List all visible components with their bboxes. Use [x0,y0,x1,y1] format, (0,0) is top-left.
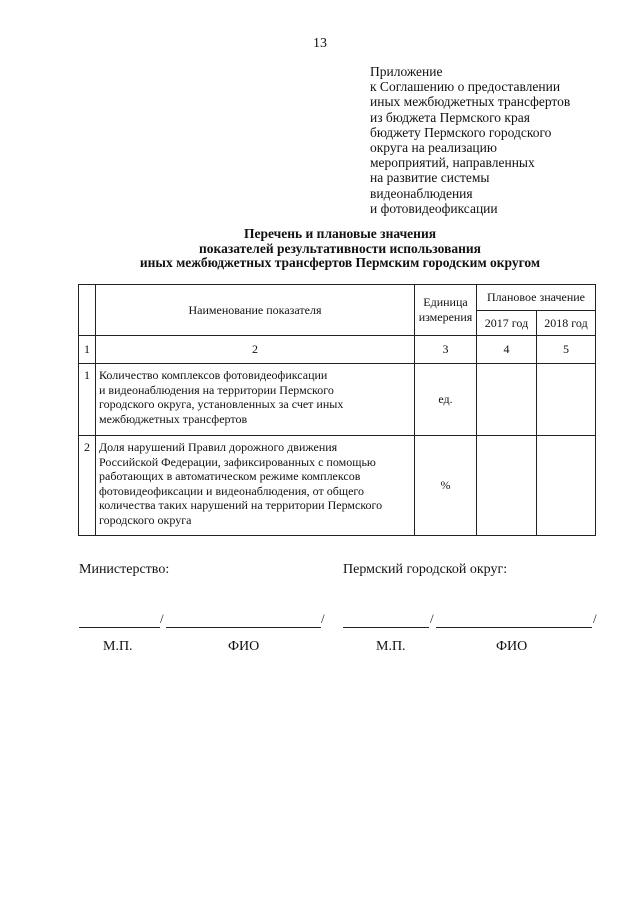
value-2017 [477,436,537,536]
indicator-name-line: городского округа, установленных за счет иных [99,397,344,411]
appendix-line: видеонаблюдения [370,185,473,201]
indicator-name-line: межбюджетных трансфертов [99,411,248,426]
document-title [0,227,640,271]
signature-slash: / [593,611,597,626]
okrug-fio-line [436,627,592,628]
indicator-name-line: работающих в автоматическом режиме комплексов [99,469,361,483]
table-row [79,436,596,536]
appendix-line: иных межбюджетных трансфертов [370,94,571,110]
appendix-line: бюджету Пермского городского [370,124,552,140]
title-line: Перечень и плановые значения [243,226,437,241]
indicator-name [96,436,415,536]
ministry-label: Министерство: [79,562,170,577]
header-unit-line: Единица [423,295,468,309]
okrug-stamp-line [343,627,429,628]
ministry-stamp-line [79,627,160,628]
header-year-2017: 2017 год [477,311,537,336]
appendix-line: к Соглашению о предоставлении [370,79,561,95]
column-number: 1 [79,336,96,364]
appendix-line: на развитие системы [370,170,490,186]
page-number: 13 [313,36,327,51]
table-row [79,364,596,436]
column-number: 3 [415,336,477,364]
signature-slash: / [430,611,434,626]
value-2017 [477,364,537,436]
title-line: иных межбюджетных трансфертов Пермским городским округом [139,255,541,270]
indicator-name-line: Количество комплексов фотовидеофиксации [99,368,328,382]
okrug-fio-label: ФИО [496,639,528,654]
signature-slash: / [160,611,164,626]
ministry-fio-line [166,627,321,628]
signature-slash: / [321,611,325,626]
unit-value: ед. [415,364,477,436]
okrug-stamp-label: М.П. [376,639,406,654]
header-number-cell [79,285,96,336]
header-unit [415,285,477,336]
indicator-name [96,364,415,436]
okrug-label: Пермский городской округ: [343,562,508,577]
value-2018 [537,436,596,536]
header-indicator-name: Наименование показателя [96,285,415,336]
ministry-fio-label: ФИО [228,639,260,654]
indicator-name-line: фотовидеофиксации и видеонаблюдения, от общего [99,483,365,498]
header-row [79,285,596,311]
title-line: показателей результативности использования [199,240,481,256]
column-number: 4 [477,336,537,364]
indicator-name-line: и видеонаблюдения на территории Пермского [99,382,334,397]
header-unit-line: измерения [418,310,473,324]
column-number: 2 [96,336,415,364]
appendix-line: из бюджета Пермского края [370,109,530,125]
appendix-line: Приложение [370,64,443,79]
appendix-line: и фотовидеофиксации [370,200,498,216]
indicators-table [78,284,596,536]
header-planned-value: Плановое значение [477,285,596,311]
indicator-name-line: городского округа [99,512,192,527]
indicator-name-line: Доля нарушений Правил дорожного движения [99,440,338,454]
appendix-note [370,64,570,216]
indicator-name-line: Российской Федерации, зафиксированных с помощью [99,454,376,469]
row-number: 2 [79,436,96,536]
indicator-name-line: количества таких нарушений на территории Пермского [99,498,383,512]
unit-value: % [415,436,477,536]
column-number: 5 [537,336,596,364]
row-number: 1 [79,364,96,436]
ministry-stamp-label: М.П. [103,639,133,654]
header-year-2018: 2018 год [537,311,596,336]
value-2018 [537,364,596,436]
appendix-line: округа на реализацию [370,140,497,156]
appendix-line: мероприятий, направленных [370,155,535,171]
column-numbers-row [79,336,596,364]
